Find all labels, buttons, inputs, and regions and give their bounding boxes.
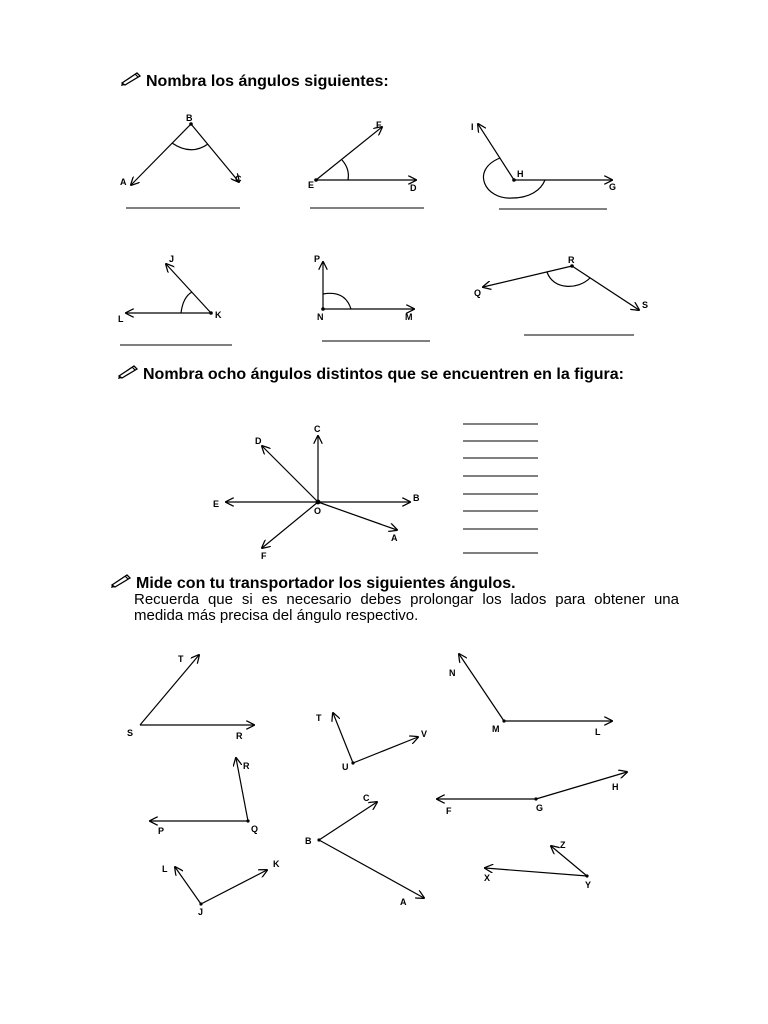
label-r: R <box>243 761 250 771</box>
label-j: J <box>198 907 204 917</box>
label-c: C <box>314 424 321 434</box>
label-g: G <box>536 803 544 813</box>
section2-title-text: Nombra ocho ángulos distintos que se encuentren en la figura: <box>143 366 624 383</box>
label-a: A <box>400 897 407 907</box>
label-y: Y <box>585 880 592 890</box>
angle-ihg <box>471 122 616 209</box>
label-l: L <box>162 864 168 874</box>
angle-fed <box>308 120 424 208</box>
label-d: D <box>410 183 417 193</box>
label-n: N <box>449 668 456 678</box>
label-e: E <box>213 499 220 509</box>
label-s: S <box>642 300 649 310</box>
label-f: F <box>446 806 452 816</box>
label-s: S <box>127 728 134 738</box>
label-t: T <box>178 654 184 664</box>
label-q: Q <box>251 824 259 834</box>
angle-lkj <box>162 859 280 917</box>
angle-tuv <box>316 713 427 772</box>
angle-abc <box>120 113 242 208</box>
label-b: B <box>186 113 193 123</box>
label-v: V <box>421 729 428 739</box>
label-l: L <box>118 314 124 324</box>
label-i: I <box>471 122 474 132</box>
label-n: N <box>317 312 324 322</box>
angle-fgh <box>437 772 627 816</box>
label-o: O <box>314 506 322 516</box>
label-r: R <box>236 731 243 741</box>
label-q: Q <box>474 288 482 298</box>
label-m: M <box>405 312 413 322</box>
section1-title-text: Nombra los ángulos siguientes: <box>146 73 389 90</box>
label-u: U <box>342 762 349 772</box>
angle-tsr <box>127 654 254 741</box>
label-p: P <box>314 254 321 264</box>
label-k: K <box>273 859 280 869</box>
label-r: R <box>568 255 575 265</box>
label-t: T <box>316 713 322 723</box>
label-p: P <box>158 826 165 836</box>
angle-jkl <box>118 254 232 345</box>
label-c: C <box>235 174 242 184</box>
answer-lines-section2 <box>463 424 538 553</box>
label-c: C <box>363 793 370 803</box>
label-a: A <box>120 177 127 187</box>
label-f: F <box>376 120 382 130</box>
label-m: M <box>492 724 500 734</box>
angle-zxy <box>484 840 591 890</box>
label-f: F <box>261 551 267 561</box>
label-k: K <box>215 310 222 320</box>
label-l: L <box>595 727 601 737</box>
star-figure <box>213 424 420 561</box>
label-g: G <box>609 182 617 192</box>
section3-instructions: Recuerda que si es necesario debes prolongar los lados para obtener una medida más precisa del ángulo respectivo. <box>134 591 679 624</box>
angle-qrs <box>474 255 648 335</box>
label-h: H <box>517 169 524 179</box>
section3-title-text: Mide con tu transportador los siguientes ángulos. <box>136 575 516 592</box>
angle-nml <box>449 654 612 737</box>
label-b: B <box>413 493 420 503</box>
label-a: A <box>391 533 398 543</box>
label-j: J <box>169 254 175 264</box>
label-x: X <box>484 873 491 883</box>
label-b: B <box>305 836 312 846</box>
label-d: D <box>255 436 262 446</box>
angle-cba <box>305 793 424 907</box>
angle-rqp <box>150 758 258 836</box>
label-z: Z <box>560 840 566 850</box>
angle-pnm <box>314 254 430 341</box>
label-e: E <box>308 180 315 190</box>
label-h: H <box>612 782 619 792</box>
